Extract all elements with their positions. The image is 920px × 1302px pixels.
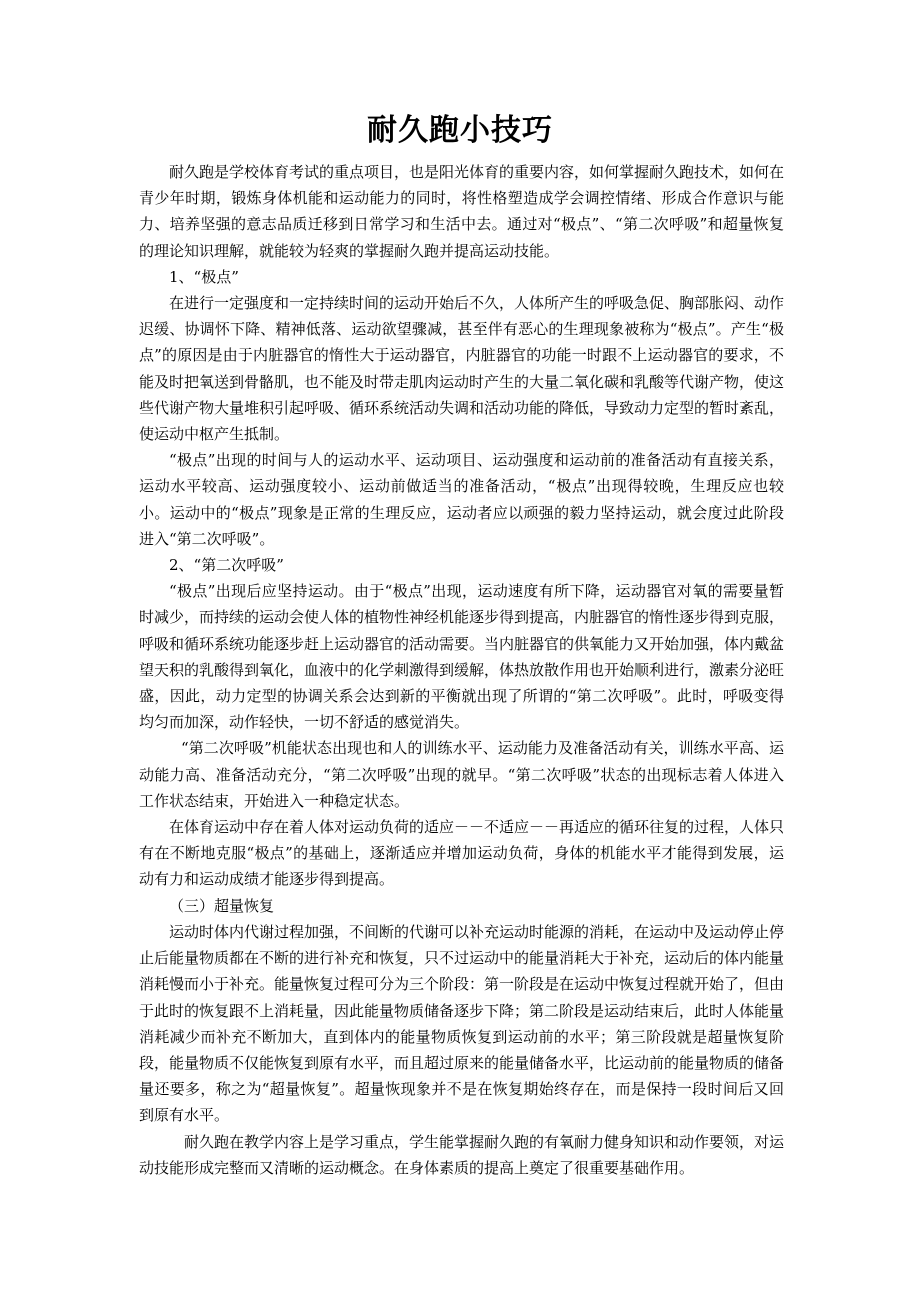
section-heading-second-breath: 2、“第二次呼吸” <box>169 556 284 575</box>
paragraph-adaptation-cycle: 在体育运动中存在着人体对运动负荷的适应－－不适应－－再适应的循环往复的过程，人体只有在不断地克服“极点”的基础上，逐渐适应并增加运动负荷，身体的机能水平才能得到发展，运动有力和运动成绩才能逐步得到提高。 <box>139 818 785 889</box>
section-heading-supercompensation: （三）超量恢复 <box>169 896 275 915</box>
paragraph-jidian-timing: “极点”出现的时间与人的运动水平、运动项目、运动强度和运动前的准备活动有直接关系，运动水平较高、运动强度较小、运动前做适当的准备活动，“极点”出现得较晚，生理反应也较小。运动中的“极点”现象是正常的生理反应，运动者应以顽强的毅力坚持运动，就会度过此阶段进入“第二次呼吸”。 <box>139 451 784 548</box>
section-heading-jidian: 1、“极点” <box>169 267 239 286</box>
document-body <box>139 159 784 1181</box>
paragraph-supercompensation: 运动时体内代谢过程加强，不间断的代谢可以补充运动时能源的消耗，在运动中及运动停止停止后能量物质都在不断的进行补充和恢复，只不过运动中的能量消耗大于补充，运动后的体内能量消耗慢而小于补充。能量恢复过程可分为三个阶段：第一阶段是在运动中恢复过程就开始了，但由于此时的恢复跟不上消耗量，因此能量物质储备逐步下降；第二阶段是运动结束后，此时人体能量消耗减少而补充不断加大，直到体内的能量物质恢复到运动前的水平；第三阶段就是超量恢复阶段，能量物质不仅能恢复到原有水平，而且超过原来的能量储备水平，比运动前的能量物质的储备量还要多，称之为“超量恢复”。超量恢现象并不是在恢复期始终存在，而是保持一段时间后又回到原有水平。 <box>139 922 785 1125</box>
paragraph-second-breath-mechanism: “极点”出现后应坚持运动。由于“极点”出现，运动速度有所下降，运动器官对氧的需要量暂时减少，而持续的运动会使人体的植物性神经机能逐步得到提高，内脏器官的惰性逐步得到克服，呼吸和循环系统功能逐步赶上运动器官的活动需要。当内脏器官的供氧能力又开始加强，体内戴盆望天积的乳酸得到氧化，血液中的化学刺激得到缓解，体热放散作用也开始顺利进行，激素分泌旺盛，因此，动力定型的协调关系会达到新的平衡就出现了所谓的“第二次呼吸”。此时，呼吸变得均匀而加深，动作轻快，一切不舒适的感觉消失。 <box>139 582 785 732</box>
intro-paragraph: 耐久跑是学校体育考试的重点项目，也是阳光体育的重要内容，如何掌握耐久跑技术，如何在青少年时期，锻炼身体机能和运动能力的同时，将性格塑造成学会调控情绪、形成合作意识与能力、培养坚强的意志品质迁移到日常学习和生活中去。通过对“极点”、“第二次呼吸”和超量恢复的理论知识理解，就能较为轻爽的掌握耐久跑并提高运动技能。 <box>139 163 785 260</box>
paragraph-jidian-definition: 在进行一定强度和一定持续时间的运动开始后不久，人体所产生的呼吸急促、胸部胀闷、动作迟缓、协调怀下降、精神低落、运动欲望骤减，甚至伴有恶心的生理现象被称为“极点”。产生“极点”的原因是由于内脏器官的惰性大于运动器官，内脏器官的功能一时跟不上运动器官的要求，不能及时把氧送到骨骼肌，也不能及时带走肌肉运动时产生的大量二氧化碳和乳酸等代谢产物，使这些代谢产物大量堆积引起呼吸、循环系统活动失调和活动功能的降低，导致动力定型的暂时紊乱，使运动中枢产生抵制。 <box>139 294 785 444</box>
paragraph-second-breath-factors: “第二次呼吸”机能状态出现也和人的训练水平、运动能力及准备活动有关，训练水平高、运动能力高、准备活动充分，“第二次呼吸”出现的就早。“第二次呼吸”状态的出现标志着人体进入工作状态结束，开始进入一种稳定状态。 <box>139 739 784 810</box>
document-title: 耐久跑小技巧 <box>367 113 553 148</box>
conclusion-paragraph: 耐久跑在教学内容上是学习重点，学生能掌握耐久跑的有氧耐力健身知识和动作要领，对运动技能形成完整而又清晰的运动概念。在身体素质的提高上奠定了很重要基础作用。 <box>139 1132 785 1177</box>
